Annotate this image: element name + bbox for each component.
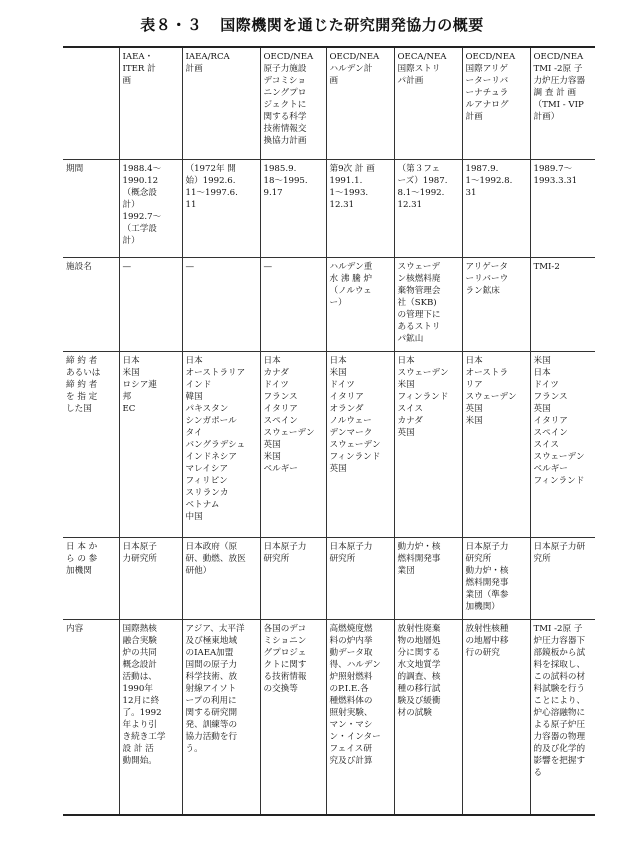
- table-cell: スウェーデ ン核燃料廃 棄物管理会 社（SKB) の管理下に あるストリ パ鉱山: [394, 257, 462, 351]
- table-cell-empty: —: [182, 257, 260, 351]
- table-row-facility: [63, 257, 595, 351]
- table-cell-empty: —: [119, 257, 182, 351]
- table-row-countries: [63, 351, 595, 537]
- table-cell: 日本 オーストラリア インド 韓国 パキスタン シンガポール タイ バングラデシュ インドネシア マレイシア フィリピン スリランカ ベトナム 中国: [182, 351, 260, 537]
- header-cell-tmi-vip: OECD/NEA TMI -2原 子 力炉圧力容器 調 査 計 画 （TMI - VIP 計画）: [530, 47, 595, 159]
- table-cell: 日本 スウェーデン 米国 フィンランド スイス カナダ 英国: [394, 351, 462, 537]
- table-cell: 日本原子力研 究所: [530, 537, 595, 619]
- table-cell: 1985.9. 18～1995. 9.17: [260, 159, 326, 257]
- table-cell: 放射性廃棄 物の地層処 分に関する 水文地質学 的調査、核 種の移行試 験及び緩衝 材の試験: [394, 619, 462, 815]
- table-cell: ハルデン重 水 沸 騰 炉 （ノルウェ ー）: [326, 257, 394, 351]
- table-number: 表８・３: [140, 16, 203, 34]
- table-title-text: 国際機関を通じた研究開発協力の概要: [220, 16, 484, 34]
- row-label-period: 期間: [66, 163, 84, 174]
- table-cell: 1988.4～ 1990.12 （概念設 計） 1992.7～ （工学設 計）: [119, 159, 182, 257]
- table-cell: TMI -2原 子 炉圧力容器下 部鏡板から試 料を採取し、 この試料の材 料試験を行う ことにより、 炉心溶融物に よる原子炉圧 力容器の物理 的及び化学的 影響を把握す る: [530, 619, 595, 815]
- table-cell: （第３フェ ーズ）1987. 8.1～1992. 12.31: [394, 159, 462, 257]
- table-cell: TMI-2: [530, 257, 595, 351]
- table-cell: 日本 オーストラ リア スウェーデン 英国 米国: [462, 351, 530, 537]
- table-cell: アジア、太平洋 及び極東地域 のIAEA加盟 国間の原子力 科学技術、放 射線アイソト ープの利用に 関する研究開 発、訓練等の 協力活動を行 う。: [182, 619, 260, 815]
- table-cell: アリゲータ ーリバーウ ラン鉱床: [462, 257, 530, 351]
- table-row-period: [63, 159, 595, 257]
- table-cell: 日本政府（原 研、動燃、放医 研他）: [182, 537, 260, 619]
- cooperation-table: [63, 46, 595, 816]
- table-cell: （1972年 開 始）1992.6. 11～1997.6. 11: [182, 159, 260, 257]
- table-cell: 各国のデコ ミショニン グプロジェ クトに関す る技術情報 の交換等: [260, 619, 326, 815]
- row-label-countries: 締 約 者 あるいは 締 約 者 を 指 定 した国: [66, 355, 101, 414]
- table-cell: 1989.7～ 1993.3.31: [530, 159, 595, 257]
- table-cell: 放射性核種 の地層中移 行の研究: [462, 619, 530, 815]
- header-cell-iaea-iter: IAEA・ ITER 計 画: [119, 47, 182, 159]
- table-cell: 高燃焼度燃 料の炉内挙 動データ取 得、ハルデン 炉照射燃料 のP.I.E.各 種燃料体の 照射実験、 マン・マシ ン・インター フェイス研 究及び計算: [326, 619, 394, 815]
- header-cell-decommissioning: OECD/NEA 原子力施設 デコミショ ニングプロ ジェクトに 関する科学 技術情報交 換協力計画: [260, 47, 326, 159]
- header-row: [63, 47, 595, 159]
- table-cell: 1987.9. 1～1992.8. 31: [462, 159, 530, 257]
- table-row-participants: [63, 537, 595, 619]
- table-cell: 第9次 計 画 1991.1. 1～1993. 12.31: [326, 159, 394, 257]
- table-cell: 米国 日本 ドイツ フランス 英国 イタリア スペイン スイス スウェーデン ベルギー フィンランド: [530, 351, 595, 537]
- table-cell: 日本原子力 研究所 動力炉・核 燃料開発事 業団（準参 加機関）: [462, 537, 530, 619]
- table-cell: 日本原子力 研究所: [326, 537, 394, 619]
- row-label-content: 内容: [66, 623, 84, 634]
- row-label-participants: 日 本 か ら の 参 加機関: [66, 541, 98, 576]
- table-cell: 国際熱核 融合実験 炉の共同 概念設計 活動は、 1990年 12月に終 了。1992 年より引 き続き工学 設 計 活 動開始。: [119, 619, 182, 815]
- header-cell-corner: [63, 47, 119, 159]
- header-cell-iaea-rca: IAEA/RCA 計画: [182, 47, 260, 159]
- table-cell: 日本原子 力研究所: [119, 537, 182, 619]
- header-cell-alligator: OECD/NEA 国際アリゲ ーターリバ ーナチュラ ルアナログ 計画: [462, 47, 530, 159]
- row-label-facility: 施設名: [66, 261, 92, 272]
- header-cell-stripa: OECA/NEA 国際ストリ パ計画: [394, 47, 462, 159]
- table-cell: 日本 米国 ドイツ イタリア オランダ ノルウェー デンマーク スウェーデン フィンランド 英国: [326, 351, 394, 537]
- table-title: [0, 14, 624, 35]
- table-cell: 日本 米国 ロシア連 邦 EC: [119, 351, 182, 537]
- table-cell-empty: —: [260, 257, 326, 351]
- header-cell-halden: OECD/NEA ハルデン計 画: [326, 47, 394, 159]
- table-cell: 日本 カナダ ドイツ フランス イタリア スペイン スウェーデン 英国 米国 ベルギー: [260, 351, 326, 537]
- table-cell: 日本原子力 研究所: [260, 537, 326, 619]
- table-row-content: [63, 619, 595, 815]
- table-cell: 動力炉・核 燃料開発事 業団: [394, 537, 462, 619]
